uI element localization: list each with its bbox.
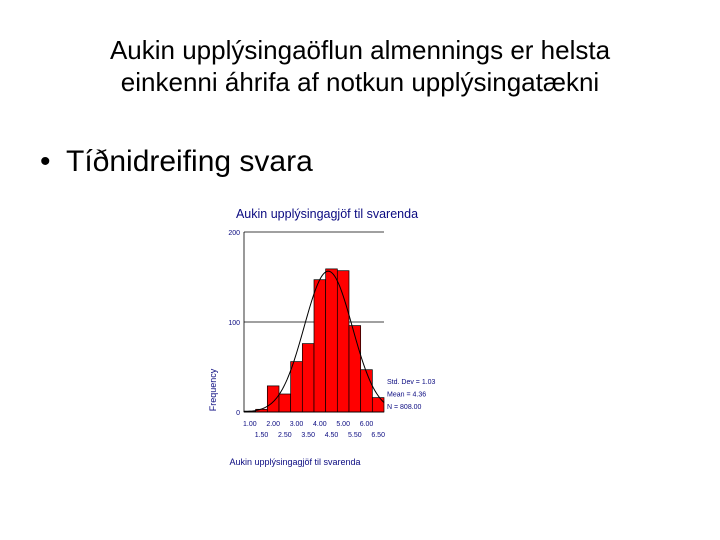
x-tick-label: 1.50 [254, 432, 269, 439]
x-tick-label: 6.50 [371, 432, 385, 439]
chart-title: Aukin upplýsingagjöf til svarenda [235, 207, 419, 221]
stats-line: Mean = 4.36 [387, 391, 427, 399]
slide-title-line-1: Aukin upplýsingaöflun almennings er helsta [109, 35, 611, 65]
histogram-bar [314, 280, 326, 412]
stats-line: N = 808.00 [387, 404, 422, 411]
x-tick-label: 4.50 [324, 432, 339, 439]
bullet-dot: • [40, 145, 51, 178]
x-tick-label: 5.00 [336, 421, 350, 428]
histogram-bar [372, 398, 384, 412]
histogram-chart [200, 200, 440, 472]
slide-title [40, 34, 680, 98]
x-tick-label: 3.50 [301, 432, 315, 439]
x-tick-label: 1.00 [243, 421, 257, 428]
histogram-bar [361, 370, 373, 412]
y-tick-label: 100 [228, 320, 240, 327]
x-tick-label: 5.50 [348, 432, 362, 439]
x-tick-label: 2.00 [266, 421, 280, 428]
x-tick-label: 6.00 [359, 421, 374, 428]
histogram-bar [337, 271, 349, 412]
histogram-bar [267, 386, 279, 412]
y-tick-label: 200 [228, 230, 240, 237]
y-tick-label: 0 [236, 410, 240, 417]
histogram-bar [326, 269, 338, 412]
x-tick-label: 2.50 [278, 432, 292, 439]
histogram-bar [302, 344, 314, 412]
histogram-bar [349, 326, 361, 412]
x-axis-label: Aukin upplýsingagjöf til svarenda [229, 457, 361, 467]
bullet-item [40, 144, 313, 180]
slide-title-line-2: einkenni áhrifa af notkun upplýsingatækni [120, 67, 600, 97]
histogram-bar [291, 362, 303, 412]
x-tick-label: 3.00 [289, 421, 304, 428]
bars-layer [244, 269, 384, 412]
histogram-bar [279, 394, 291, 412]
stats-layer [387, 379, 436, 411]
x-tick-label: 4.00 [313, 421, 327, 428]
y-axis-label: Frequency [208, 368, 218, 412]
bullet-text: Tíðnidreifing svara [66, 145, 313, 178]
stats-line: Std. Dev = 1.03 [387, 379, 436, 386]
